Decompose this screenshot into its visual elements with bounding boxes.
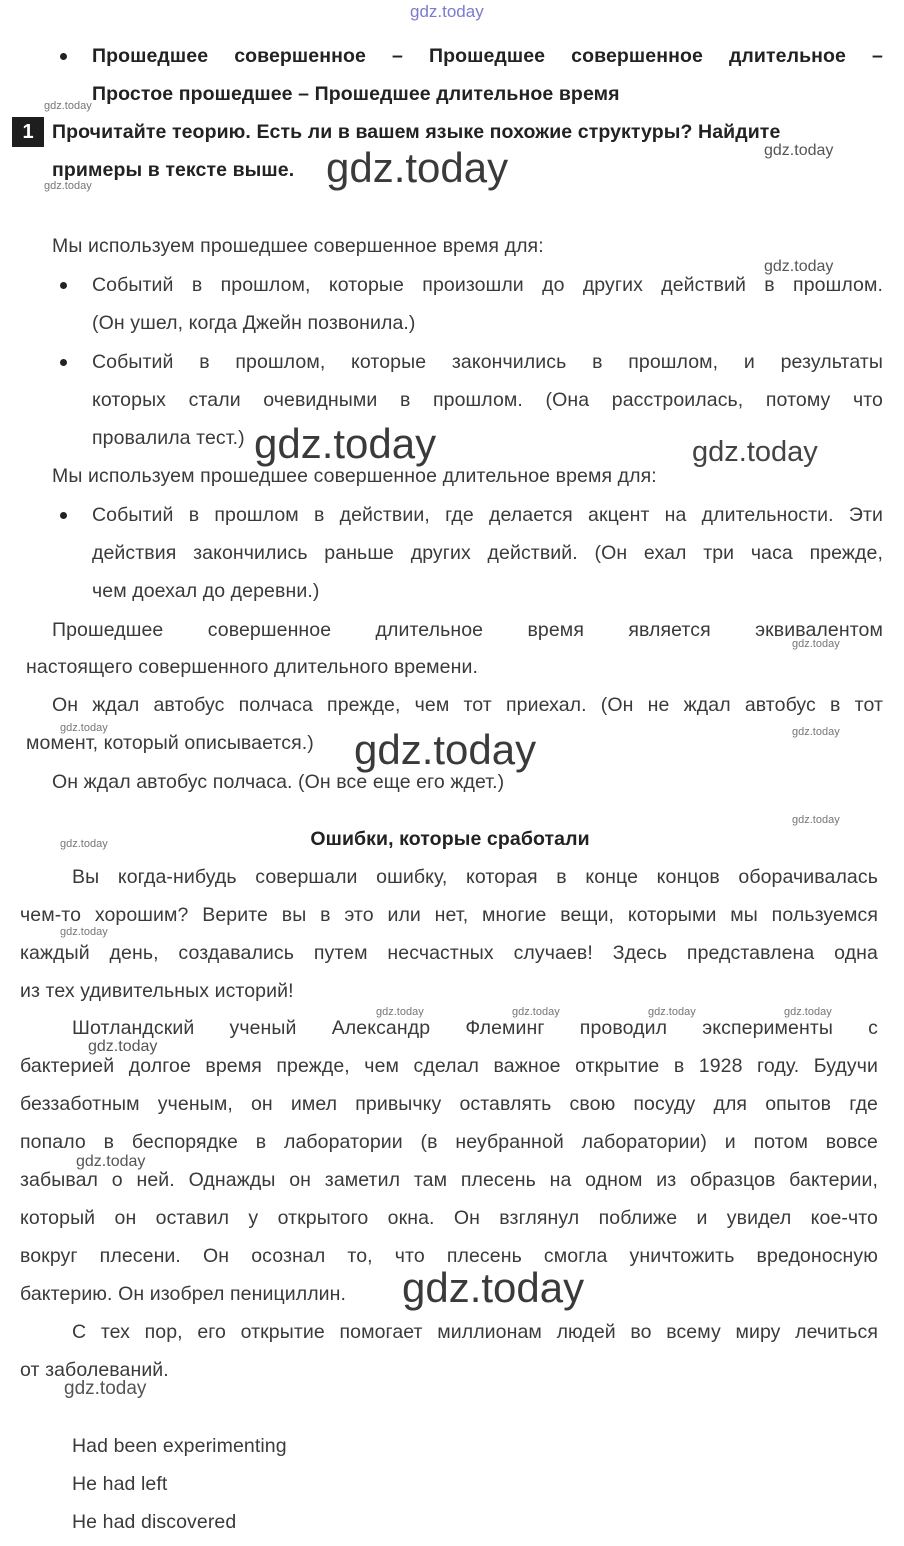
watermark: gdz.today <box>792 638 840 650</box>
watermark: gdz.today <box>692 436 818 468</box>
task-number-badge: 1 <box>12 117 44 147</box>
story-line: Вы когда-нибудь совершали ошибку, которая в конце концов оборачивалась <box>72 866 878 888</box>
theory-paragraph: Прошедшее совершенное длительное время является эквивалентом <box>52 619 883 641</box>
watermark: gdz.today <box>44 180 92 192</box>
watermark: gdz.today <box>60 926 108 938</box>
watermark: gdz.today <box>44 100 92 112</box>
watermark: gdz.today <box>784 1006 832 1018</box>
story-line: забывал о ней. Однажды он заметил там плесень на одном из образцов бактерии, <box>20 1169 878 1191</box>
watermark: gdz.today <box>376 1006 424 1018</box>
watermark: gdz.today <box>64 1378 147 1399</box>
bullet-icon <box>60 53 67 60</box>
theory-intro: Мы используем прошедшее совершенное длительное время для: <box>52 465 657 487</box>
theory-bullet-text: действия закончились раньше других действий. (Он ехал три часа прежде, <box>92 542 883 564</box>
bullet-icon <box>60 512 67 519</box>
story-line: беззаботным ученым, он имел привычку оставлять свою посуду для опытов где <box>20 1093 878 1115</box>
watermark: gdz.today <box>512 1006 560 1018</box>
theory-example: Он ждал автобус полчаса прежде, чем тот приехал. (Он не ждал автобус в тот <box>52 694 883 716</box>
watermark: gdz.today <box>76 1153 146 1170</box>
watermark: gdz.today <box>326 144 509 191</box>
bullet-icon <box>60 282 67 289</box>
theory-example: Он ждал автобус полчаса. (Он все еще его ждет.) <box>52 771 505 793</box>
watermark: gdz.today <box>764 258 834 275</box>
theory-bullet-text: которых стали очевидными в прошлом. (Она расстроилась, потому что <box>92 389 883 411</box>
watermark: gdz.today <box>60 838 108 850</box>
theory-paragraph: настоящего совершенного длительного времени. <box>26 656 478 678</box>
theory-example: момент, который описывается.) <box>26 732 314 754</box>
answer-item: Had been experimenting <box>72 1435 287 1457</box>
story-line: каждый день, создавались путем несчастных случаев! Здесь представлена одна <box>20 942 878 964</box>
watermark: gdz.today <box>354 726 537 773</box>
bullet-icon <box>60 359 67 366</box>
watermark: gdz.today <box>764 142 834 159</box>
watermark: gdz.today <box>792 814 840 826</box>
story-line: который он оставил у открытого окна. Он взглянул поближе и увидел кое-что <box>20 1207 878 1229</box>
theory-bullet-text: Событий в прошлом, которые закончились в прошлом, и результаты <box>92 351 883 373</box>
task-instruction: Прочитайте теорию. Есть ли в вашем языке похожие структуры? Найдите <box>52 121 781 143</box>
story-line: попало в беспорядке в лаборатории (в неубранной лаборатории) и потом вовсе <box>20 1131 878 1153</box>
story-line: из тех удивительных историй! <box>20 980 294 1002</box>
watermark: gdz.today <box>410 2 484 21</box>
story-line: бактерией долгое время прежде, чем сделал важное открытие в 1928 году. Будучи <box>20 1055 878 1077</box>
watermark: gdz.today <box>402 1264 585 1311</box>
theory-bullet-text: провалила тест.) <box>92 427 245 449</box>
story-line: Шотландский ученый Александр Флеминг проводил эксперименты с <box>72 1017 878 1039</box>
watermark: gdz.today <box>648 1006 696 1018</box>
story-line: чем-то хорошим? Верите вы в это или нет, многие вещи, которыми мы пользуемся <box>20 904 878 926</box>
task-instruction: примеры в тексте выше. <box>52 159 295 181</box>
section-heading: Простое прошедшее – Прошедшее длительное время <box>92 83 620 105</box>
story-line: бактерию. Он изобрел пенициллин. <box>20 1283 347 1305</box>
story-line: С тех пор, его открытие помогает миллионам людей во всему миру лечиться <box>72 1321 878 1343</box>
watermark: gdz.today <box>254 420 437 467</box>
answer-item: He had discovered <box>72 1511 237 1533</box>
watermark: gdz.today <box>792 726 840 738</box>
theory-bullet-text: чем доехал до деревни.) <box>92 580 320 602</box>
section-heading: Прошедшее совершенное – Прошедшее совершенное длительное – <box>92 45 883 67</box>
story-line: от заболеваний. <box>20 1359 169 1381</box>
answer-item: He had left <box>72 1473 168 1495</box>
story-line: вокруг плесени. Он осознал то, что плесень смогла уничтожить вредоносную <box>20 1245 878 1267</box>
theory-intro: Мы используем прошедшее совершенное время для: <box>52 235 544 257</box>
watermark: gdz.today <box>88 1038 158 1055</box>
theory-bullet-text: (Он ушел, когда Джейн позвонила.) <box>92 312 416 334</box>
theory-bullet-text: Событий в прошлом в действии, где делается акцент на длительности. Эти <box>92 504 883 526</box>
watermark: gdz.today <box>60 722 108 734</box>
story-title: Ошибки, которые сработали <box>310 828 590 850</box>
theory-bullet-text: Событий в прошлом, которые произошли до других действий в прошлом. <box>92 274 883 296</box>
